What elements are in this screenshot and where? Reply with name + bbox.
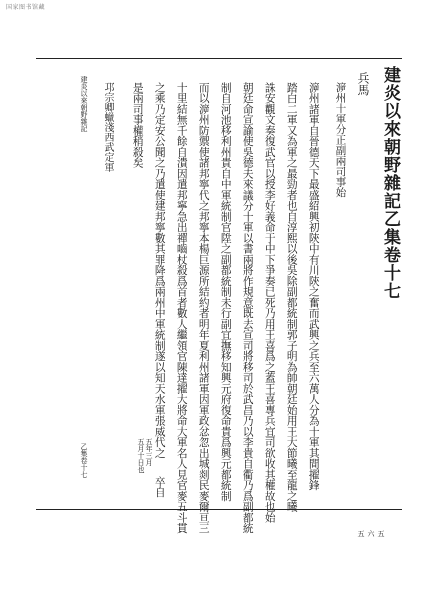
inline-note-2: 五月十日也 [137, 438, 145, 473]
library-stamp: 国家图书馆藏 [6, 4, 46, 11]
footer-left-bottom: 乙集卷十七 [80, 443, 88, 478]
closing-line: 是兩司事權稍殺矣 [131, 82, 145, 168]
footer-right-vertical: 邛宗卿蠟淺西武定軍 [102, 82, 113, 172]
inline-note-1: 五年三月 [145, 438, 153, 466]
page-number: 五六五 [357, 530, 385, 537]
body-column-6: 而以㴑州防禦使諸邦寧代之邦寧本楊巨源所結約者明年夏利州諸軍因軍政忿忽出城剡民麥爾亘三 [197, 82, 211, 534]
section-heading: 兵馬 [356, 72, 370, 96]
subheading: 㴑州十軍分正副兩司事始 [334, 82, 347, 198]
top-rule [36, 58, 402, 59]
document-page [36, 58, 402, 537]
bottom-rule [36, 509, 402, 510]
body-column-7: 十里結無千餘自潰因遣邦寧急出禪嚙杖殺爲首者數人繼領官陳達擢大將命大軍名人見官麥五斗貫 [175, 82, 189, 534]
body-column-2: 踏白二軍又為軍之最勁者也自淳熙以後吳除副都統制郭子明為帥朝廷始用王大節曦至龍之曦 [285, 82, 299, 512]
page-title: 建炎以來朝野雜記乙集卷十七 [380, 66, 400, 300]
body-column-5: 制自河池移利州貴自中軍統制官陞之副都統制未行副宜撫移知興元府復命貴爲興元都統制 [219, 82, 233, 502]
body-column-4: 朝廷命宣諭使吳德夫來議分十軍以書兩將作規意既去宣司將移司於武昌乃以李貴自衢乃爲副都統 [241, 82, 255, 534]
body-column-1: 㴑州諸軍自晉德天下最盛紹興初陝中有川陝之奮而武興之兵至六萬人分為十軍其間擢鋒 [307, 82, 321, 491]
body-column-8-tail: 卒自 [153, 476, 167, 498]
body-column-8: 之乘乃定安公聞之乃遣使建邦寧數其罪降爲兩州中軍統制遂以知天水軍張威代之 [153, 82, 167, 459]
footer-left-vertical: 建炎以來朝野雜記 [80, 76, 88, 132]
body-column-3: 誅安觀文奏復武官以授李好義命于中下爭奏已死乃用王喜爲之蓋王喜專兵宜司欲收其權故也始 [263, 82, 277, 523]
